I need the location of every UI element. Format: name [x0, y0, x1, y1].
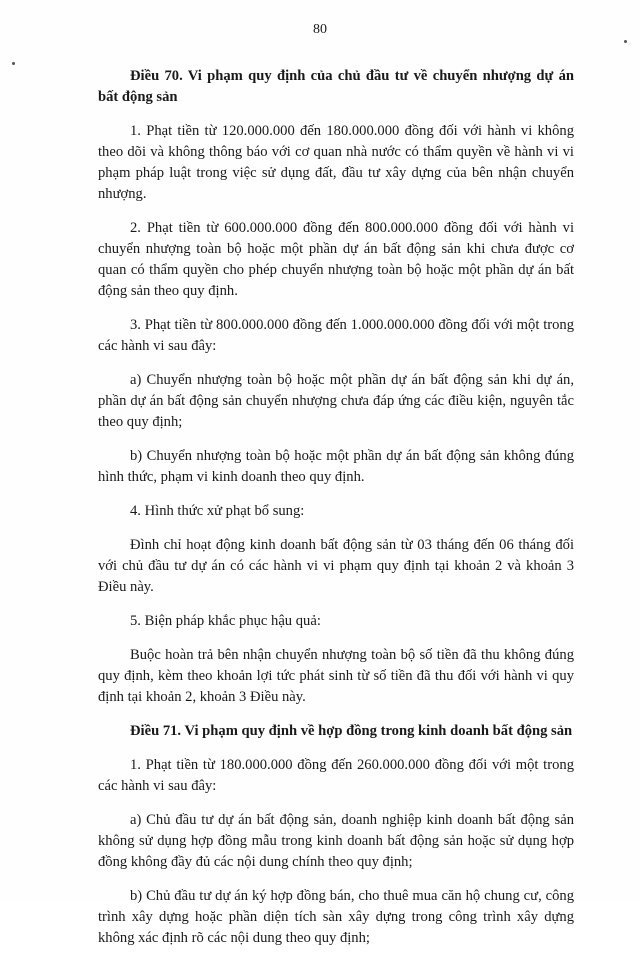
- article-70-clause-3b: b) Chuyển nhượng toàn bộ hoặc một phần dự án bất động sản không đúng hình thức, phạm vi kinh doanh theo quy định.: [98, 448, 574, 485]
- document-body: [98, 66, 574, 962]
- article-71-clause-1a: a) Chủ đầu tư dự án bất động sản, doanh nghiệp kinh doanh bất động sản không sử dụng hợp đồng mẫu trong kinh doanh bất động sản hoặc sử dụng hợp đồng không đầy đủ các nội dung chính theo quy định;: [98, 812, 574, 870]
- article-71-title: Điều 71. Vi phạm quy định về hợp đồng trong kinh doanh bất động sản: [130, 723, 573, 739]
- scan-mark: [12, 62, 15, 65]
- article-70-clause-4-text: Đình chỉ hoạt động kinh doanh bất động sản từ 03 tháng đến 06 tháng đối với chủ đầu tư dự án có các hành vi vi phạm quy định tại khoản 2 và khoản 3 Điều này.: [98, 537, 574, 595]
- article-70-title: Điều 70. Vi phạm quy định của chủ đầu tư về chuyển nhượng dự án bất động sản: [98, 68, 574, 105]
- article-71-clause-1: 1. Phạt tiền từ 180.000.000 đồng đến 260.000.000 đồng đối với một trong các hành vi sau đây:: [98, 757, 574, 794]
- article-70-clause-2: 2. Phạt tiền từ 600.000.000 đồng đến 800.000.000 đồng đối với hành vi chuyển nhượng toàn bộ hoặc một phần dự án bất động sản khi chưa được cơ quan có thẩm quyền cho phép chuyển nhượng toàn bộ hoặc một phần dự án bất động sản theo quy định.: [98, 220, 574, 299]
- article-70-clause-3: 3. Phạt tiền từ 800.000.000 đồng đến 1.000.000.000 đồng đối với một trong các hành vi sau đây:: [98, 317, 574, 354]
- article-70-clause-3a: a) Chuyển nhượng toàn bộ hoặc một phần dự án bất động sản khi dự án, phần dự án bất động sản chuyển nhượng chưa đáp ứng các điều kiện, nguyên tắc theo quy định;: [98, 372, 574, 430]
- article-71-clause-1b: b) Chủ đầu tư dự án ký hợp đồng bán, cho thuê mua căn hộ chung cư, công trình xây dựng hoặc phần diện tích sàn xây dựng trong công trình xây dựng không xác định rõ các nội dung theo quy định;: [98, 888, 574, 946]
- article-70-clause-1: 1. Phạt tiền từ 120.000.000 đến 180.000.000 đồng đối với hành vi không theo dõi và không thông báo với cơ quan nhà nước có thẩm quyền về hành vi vi phạm pháp luật trong việc sử dụng đất, đầu tư xây dựng của bên nhận chuyển nhượng.: [98, 123, 574, 202]
- page-number: 80: [313, 22, 327, 37]
- article-70-clause-5-text: Buộc hoàn trả bên nhận chuyển nhượng toàn bộ số tiền đã thu không đúng quy định, kèm theo khoản lợi tức phát sinh từ số tiền đã thu đối với hành vi quy định tại khoản 2, khoản 3 Điều này.: [98, 647, 574, 705]
- article-70-clause-5: 5. Biện pháp khắc phục hậu quả:: [130, 613, 321, 629]
- scan-mark: [624, 40, 627, 43]
- article-70-clause-4: 4. Hình thức xử phạt bổ sung:: [130, 503, 305, 519]
